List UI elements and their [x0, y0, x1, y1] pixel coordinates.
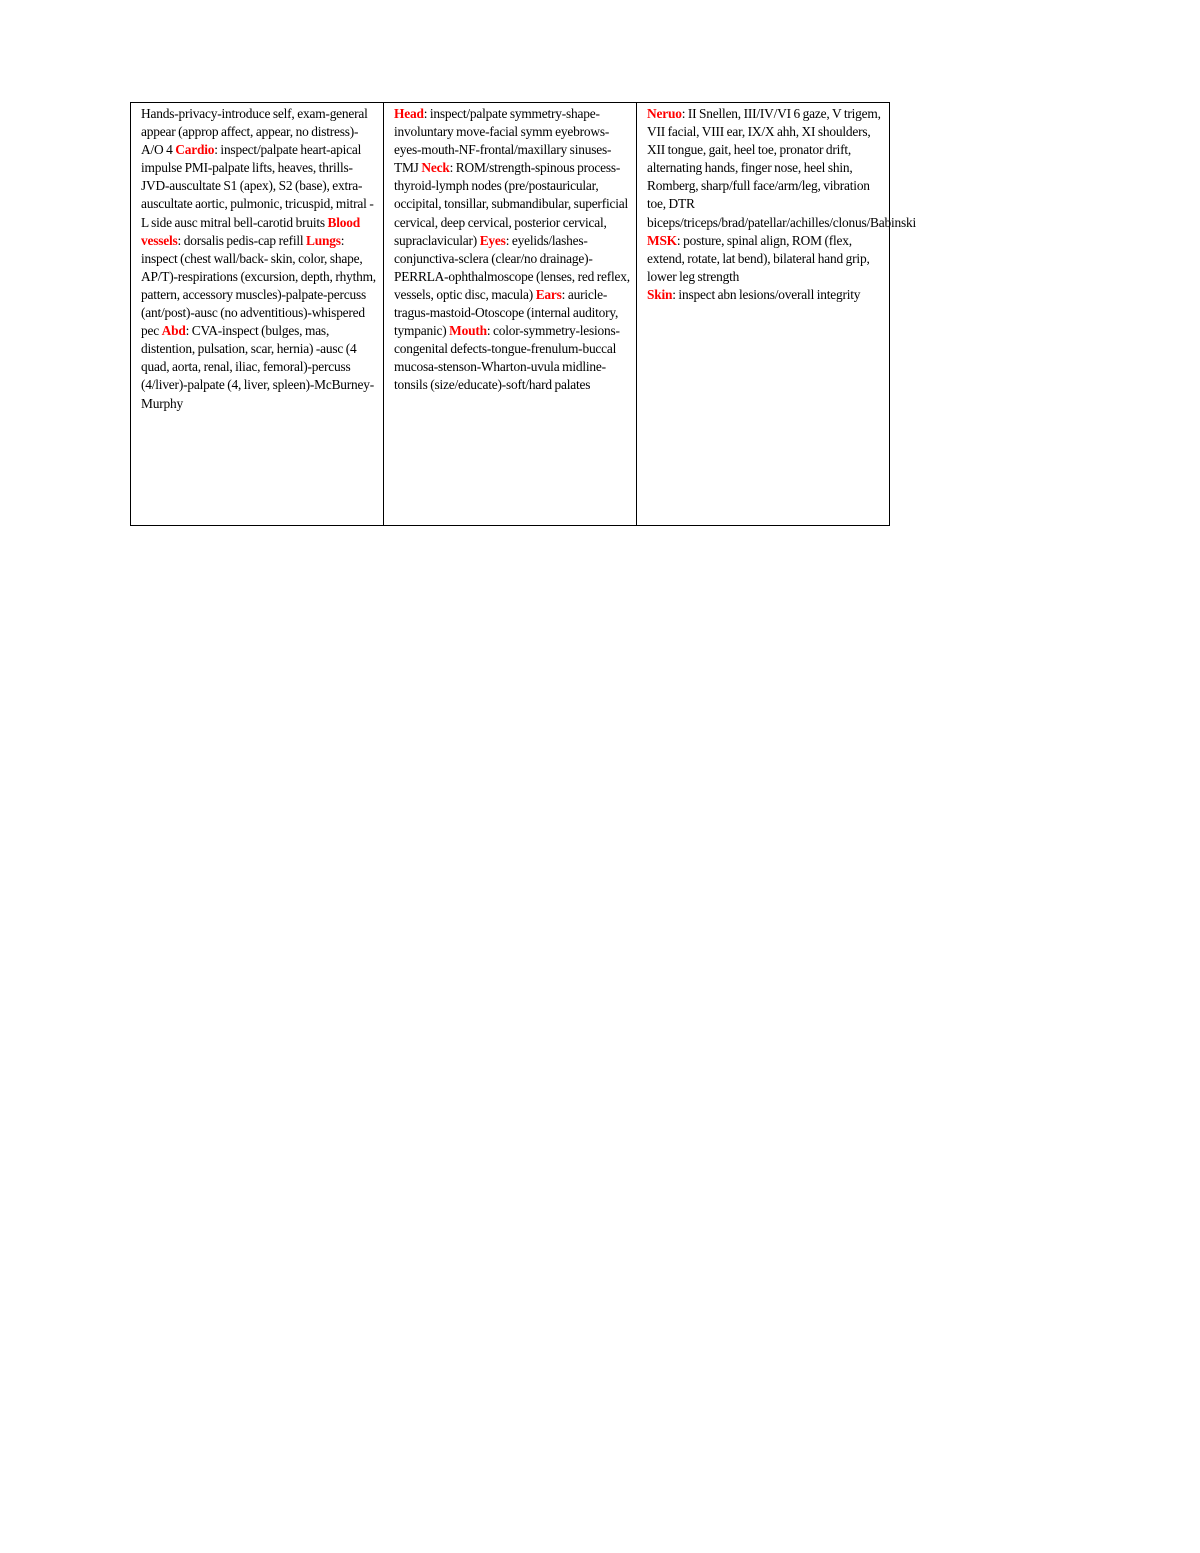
- section-heading: Lungs: [306, 232, 341, 248]
- general-cardio-lungs-abd-cell: [131, 103, 384, 526]
- section-heading: Ears: [535, 286, 562, 302]
- section-text: : ROM/strength-spinous process-thyroid-lymph nodes (pre/postauricular, occipital, tonsillar, submandibular, superficial cervical, deep cervical, posterior cervical, supraclavicular): [394, 160, 628, 248]
- section-text: : CVA-inspect (bulges, mas, distention, pulsation, scar, hernia) -ausc (4 quad, aorta, renal, iliac, femoral)-percuss (4/liver)-palpate (4, liver, spleen)-McBurney-Murphy: [141, 323, 375, 411]
- section-heading: Neck: [421, 160, 450, 176]
- section-heading: Abd: [161, 323, 186, 339]
- head-neck-eyes-ears-mouth-cell: [384, 103, 637, 526]
- section-text: : color-symmetry-lesions-congenital defects-tongue-frenulum-buccal mucosa-stenson-Wharton-uvula midline-tonsils (size/educate)-soft/hard palates: [394, 323, 620, 393]
- section-text: : posture, spinal align, ROM (flex, extend, rotate, lat bend), bilateral hand grip, lower leg strength: [647, 232, 870, 284]
- section-heading: Mouth: [449, 323, 487, 339]
- section-text: : inspect/palpate symmetry-shape-involuntary move-facial symm eyebrows-eyes-mouth-NF-frontal/maxillary sinuses-TMJ: [394, 106, 612, 176]
- section-text: : eyelids/lashes-conjunctiva-sclera (clear/no drainage)-PERRLA-ophthalmoscope (lenses, red reflex, vessels, optic disc, macula): [394, 232, 630, 302]
- section-text: : inspect abn lesions/overall integrity: [672, 286, 861, 302]
- section-text: : inspect (chest wall/back- skin, color, shape, AP/T)-respirations (excursion, depth, rhythm, pattern, accessory muscles)-palpate-percuss (ant/post)-ausc (no adventitious)-whispered pec: [141, 232, 376, 339]
- section-heading: MSK: [647, 232, 677, 248]
- section-heading: Eyes: [479, 232, 506, 248]
- section-text: : auricle-tragus-mastoid-Otoscope (internal auditory, tympanic): [394, 286, 619, 339]
- section-text: : inspect/palpate heart-apical impulse PMI-palpate lifts, heaves, thrills-JVD-auscultate S1 (apex), S2 (base), extra-auscultate aortic, pulmonic, tricuspid, mitral -L side ausc mitral bell-carotid bruits: [141, 142, 374, 230]
- table-row: [131, 103, 890, 526]
- section-heading: Head: [394, 106, 424, 121]
- section-heading: Blood vessels: [141, 214, 361, 248]
- section-text: : II Snellen, III/IV/VI 6 gaze, V trigem, VII facial, VIII ear, IX/X ahh, XI shoulders, XII tongue, gait, heel toe, pronator drift, alternating hands, finger nose, heel shin, Romberg, sharp/full face/arm/leg, vibration toe, DTR biceps/triceps/brad/patellar/achilles/clonus/Babinski: [647, 106, 917, 230]
- neuro-msk-skin-cell: [637, 103, 917, 526]
- section-heading: Skin: [647, 286, 673, 302]
- physical-exam-table: [130, 102, 917, 526]
- section-heading: Cardio: [175, 142, 215, 158]
- section-heading: Neruo: [647, 106, 682, 121]
- section-text: : dorsalis pedis-cap refill: [177, 232, 307, 248]
- section-text: Hands-privacy-introduce self, exam-general appear (approp affect, appear, no distress)-A/O 4: [141, 106, 368, 158]
